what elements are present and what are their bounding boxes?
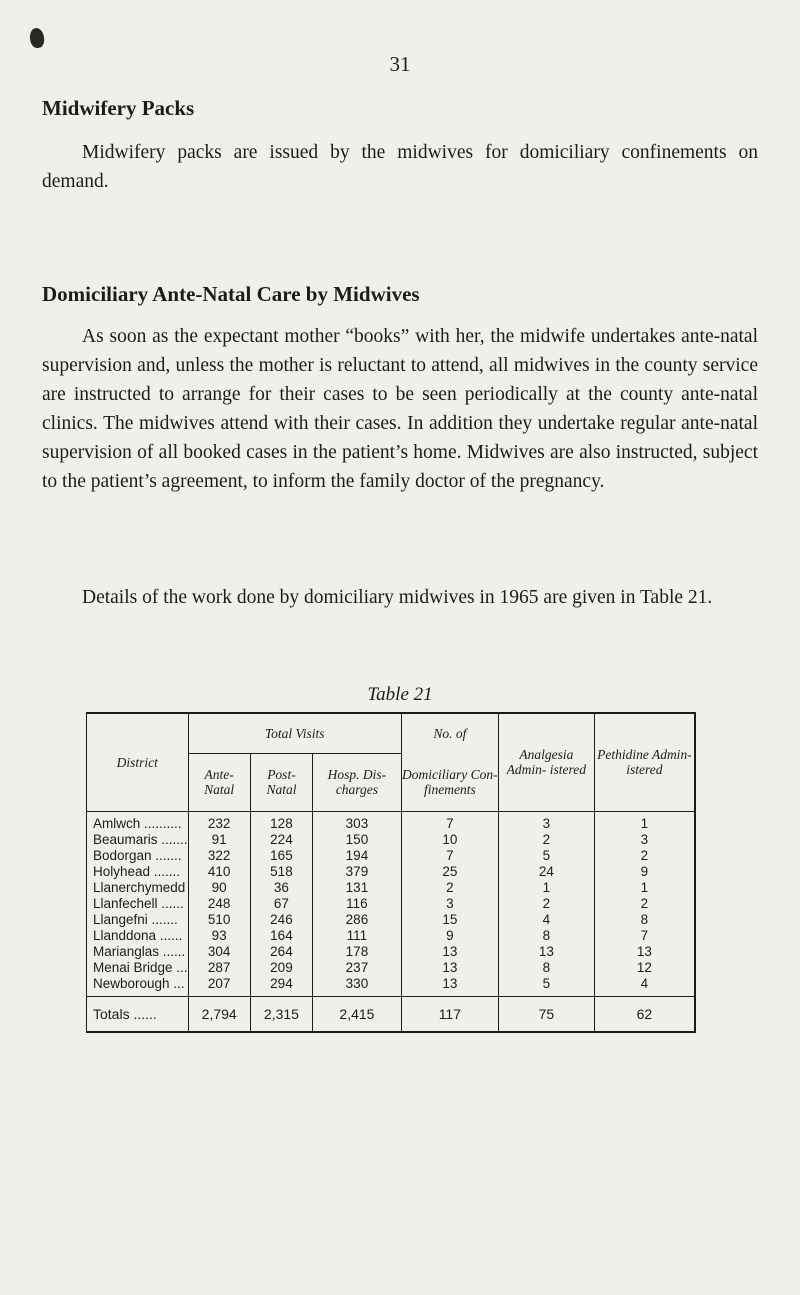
post-natal-cell: 264 bbox=[270, 943, 293, 959]
header-district: District bbox=[87, 713, 189, 811]
ante-natal-cell: 322 bbox=[207, 847, 231, 863]
ante-natal-cell: 410 bbox=[207, 863, 231, 879]
table-21 bbox=[86, 712, 696, 1033]
header-analgesia: Analgesia Admin- istered bbox=[498, 713, 594, 811]
header-pethidine: Pethidine Admin- istered bbox=[594, 713, 695, 811]
hosp-discharges-cell: 379 bbox=[345, 863, 369, 879]
ante-natal-cell: 91 bbox=[211, 831, 227, 847]
pethidine-cell: 4 bbox=[640, 975, 649, 991]
district-cell: Marianglas ...... bbox=[93, 943, 186, 959]
confinements-cell: 25 bbox=[442, 863, 458, 879]
district-column bbox=[93, 816, 188, 992]
paragraph-midwifery-packs: Midwifery packs are issued by the midwives for domiciliary confinements on demand. bbox=[42, 142, 758, 192]
ante-natal-cell: 304 bbox=[207, 943, 231, 959]
confinements-cell: 3 bbox=[446, 895, 454, 911]
pethidine-cell: 2 bbox=[640, 895, 649, 911]
pethidine-cell: 13 bbox=[636, 943, 652, 959]
post-natal-cell: 164 bbox=[270, 927, 293, 943]
district-cell: Beaumaris ....... bbox=[93, 831, 188, 847]
table-body-row bbox=[87, 811, 696, 996]
post-natal-cell: 67 bbox=[273, 895, 289, 911]
district-cell: Bodorgan ....... bbox=[93, 847, 182, 863]
pethidine-cell: 7 bbox=[640, 927, 649, 943]
analgesia-column bbox=[499, 816, 594, 992]
pethidine-cell: 1 bbox=[640, 815, 649, 831]
header-no-of: No. of bbox=[401, 713, 498, 753]
analgesia-cell: 1 bbox=[542, 879, 551, 895]
paragraph-table-reference: Details of the work done by domiciliary midwives in 1965 are given in Table 21. bbox=[82, 587, 713, 608]
post-natal-cell: 128 bbox=[270, 815, 293, 831]
district-cell: Llanfechell ...... bbox=[93, 895, 184, 911]
paragraph-ante-natal-care: As soon as the expectant mother “books” with her, the midwife undertakes ante-natal supervision and, unless the mother is reluctant to attend, all midwives in the county service are instructed to arrange for their cases to be seen periodically at the county ante-natal clinics. The midwives attend with their cases. In addition they undertake regular ante-natal supervision of all booked cases in the patient’s home. Midwives are also instructed, subject to the patient’s agreement, to inform the family doctor of the pregnancy. bbox=[42, 326, 758, 492]
ink-blot bbox=[29, 27, 46, 49]
post-natal-cell: 294 bbox=[270, 975, 293, 991]
total-analgesia: 75 bbox=[498, 996, 594, 1032]
hosp-discharges-cell: 178 bbox=[345, 943, 369, 959]
ante-natal-cell: 90 bbox=[211, 879, 227, 895]
district-cell: Llangefni ....... bbox=[93, 911, 178, 927]
confinements-cell: 7 bbox=[446, 815, 454, 831]
district-cell: Llanerchymedd bbox=[93, 879, 186, 895]
hosp-discharges-cell: 303 bbox=[345, 815, 369, 831]
analgesia-cell: 2 bbox=[542, 895, 551, 911]
post-natal-cell: 36 bbox=[273, 879, 289, 895]
analgesia-cell: 2 bbox=[542, 831, 551, 847]
hosp-discharges-cell: 150 bbox=[345, 831, 369, 847]
header-hosp-discharges: Hosp. Dis- charges bbox=[313, 753, 402, 811]
totals-label: Totals ...... bbox=[87, 996, 189, 1032]
confinements-column bbox=[402, 816, 498, 992]
analgesia-cell: 24 bbox=[538, 863, 554, 879]
analgesia-cell: 13 bbox=[538, 943, 554, 959]
analgesia-cell: 8 bbox=[542, 959, 551, 975]
hosp-discharges-cell: 194 bbox=[345, 847, 369, 863]
district-cell: Holyhead ....... bbox=[93, 863, 181, 879]
pethidine-column bbox=[595, 816, 694, 992]
pethidine-cell: 8 bbox=[640, 911, 649, 927]
ante-natal-cell: 207 bbox=[207, 975, 231, 991]
header-ante-natal: Ante- Natal bbox=[188, 753, 250, 811]
hosp-discharges-column bbox=[313, 816, 401, 992]
hosp-discharges-cell: 286 bbox=[345, 911, 369, 927]
total-ante-natal: 2,794 bbox=[188, 996, 250, 1032]
post-natal-cell: 209 bbox=[270, 959, 293, 975]
post-natal-cell: 518 bbox=[270, 863, 293, 879]
post-natal-column bbox=[251, 816, 312, 992]
confinements-cell: 15 bbox=[442, 911, 458, 927]
total-post-natal: 2,315 bbox=[250, 996, 312, 1032]
totals-row bbox=[87, 996, 696, 1032]
ante-natal-cell: 232 bbox=[207, 815, 231, 831]
hosp-discharges-cell: 111 bbox=[346, 927, 368, 943]
confinements-cell: 13 bbox=[442, 943, 458, 959]
total-confinements: 117 bbox=[401, 996, 498, 1032]
district-cell: Amlwch .......... bbox=[93, 815, 182, 831]
post-natal-cell: 165 bbox=[270, 847, 293, 863]
confinements-cell: 13 bbox=[442, 975, 458, 991]
ante-natal-cell: 248 bbox=[207, 895, 231, 911]
pethidine-cell: 12 bbox=[636, 959, 652, 975]
analgesia-cell: 5 bbox=[542, 975, 551, 991]
pethidine-cell: 9 bbox=[640, 863, 649, 879]
district-cell: Menai Bridge ... bbox=[93, 959, 188, 975]
confinements-cell: 9 bbox=[446, 927, 454, 943]
hosp-discharges-cell: 330 bbox=[345, 975, 369, 991]
analgesia-cell: 8 bbox=[542, 927, 551, 943]
confinements-cell: 13 bbox=[442, 959, 458, 975]
table-caption: Table 21 bbox=[367, 684, 433, 705]
post-natal-cell: 246 bbox=[270, 911, 293, 927]
confinements-cell: 2 bbox=[446, 879, 454, 895]
header-domiciliary-confinements: Domiciliary Con- finements bbox=[401, 753, 498, 811]
total-pethidine: 62 bbox=[594, 996, 695, 1032]
section-heading-midwifery-packs: Midwifery Packs bbox=[42, 96, 195, 120]
analgesia-cell: 3 bbox=[542, 815, 551, 831]
header-total-visits: Total Visits bbox=[188, 713, 401, 753]
analgesia-cell: 5 bbox=[542, 847, 551, 863]
analgesia-cell: 4 bbox=[542, 911, 551, 927]
page-number: 31 bbox=[389, 52, 411, 76]
post-natal-cell: 224 bbox=[270, 831, 293, 847]
district-cell: Newborough ... bbox=[93, 975, 185, 991]
ante-natal-cell: 510 bbox=[207, 911, 231, 927]
ante-natal-cell: 93 bbox=[211, 927, 227, 943]
district-cell: Llanddona ...... bbox=[93, 927, 183, 943]
pethidine-cell: 1 bbox=[640, 879, 649, 895]
pethidine-cell: 3 bbox=[640, 831, 649, 847]
section-heading-ante-natal-care: Domiciliary Ante-Natal Care by Midwives bbox=[42, 282, 420, 306]
hosp-discharges-cell: 237 bbox=[345, 959, 369, 975]
pethidine-cell: 2 bbox=[640, 847, 649, 863]
ante-natal-cell: 287 bbox=[207, 959, 231, 975]
total-hosp-discharges: 2,415 bbox=[313, 996, 402, 1032]
hosp-discharges-cell: 131 bbox=[345, 879, 369, 895]
hosp-discharges-cell: 116 bbox=[346, 895, 368, 911]
confinements-cell: 10 bbox=[442, 831, 458, 847]
ante-natal-column bbox=[189, 816, 250, 992]
header-post-natal: Post- Natal bbox=[250, 753, 312, 811]
confinements-cell: 7 bbox=[446, 847, 454, 863]
